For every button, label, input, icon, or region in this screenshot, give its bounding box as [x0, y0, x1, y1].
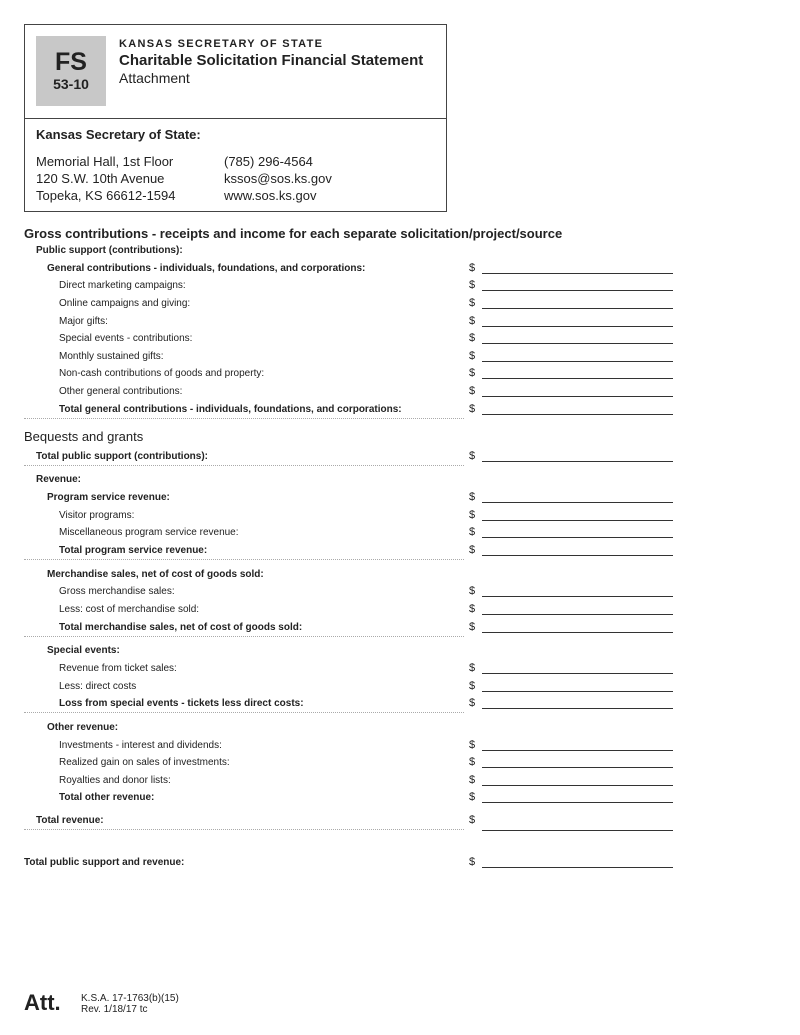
amount-field[interactable]	[482, 867, 673, 868]
dollar-sign: $	[469, 774, 476, 786]
dollar-sign: $	[469, 585, 476, 597]
form-row	[24, 601, 674, 619]
dollar-sign: $	[469, 603, 476, 615]
phone: (785) 296-4564	[224, 154, 313, 169]
dollar-sign: $	[469, 332, 476, 344]
form-row	[24, 660, 674, 678]
divider	[25, 118, 446, 119]
form-row	[24, 695, 674, 713]
form-row	[24, 365, 674, 383]
amount-field[interactable]	[482, 273, 673, 274]
form-code: FS	[55, 48, 87, 76]
amount-field[interactable]	[482, 343, 673, 344]
amount-field[interactable]	[482, 520, 673, 521]
row-label: Program service revenue:	[47, 492, 170, 503]
form-row	[24, 719, 674, 737]
row-label: Revenue from ticket sales:	[59, 663, 177, 674]
amount-field[interactable]	[482, 555, 673, 556]
row-label: General contributions - individuals, foundations, and corporations:	[47, 263, 366, 274]
dollar-sign: $	[469, 756, 476, 768]
dollar-sign: $	[469, 739, 476, 751]
dollar-sign: $	[469, 697, 476, 709]
statute: K.S.A. 17-1763(b)(15)	[81, 993, 179, 1004]
form-badge	[36, 36, 106, 106]
form-row	[24, 542, 674, 560]
amount-field[interactable]	[482, 785, 673, 786]
row-label: Other revenue:	[47, 722, 119, 733]
dollar-sign: $	[469, 791, 476, 803]
form-row	[24, 348, 674, 366]
bequests-heading: Bequests and grants	[24, 429, 144, 444]
dollar-sign: $	[469, 315, 476, 327]
row-label: Special events:	[47, 645, 120, 656]
amount-field[interactable]	[482, 378, 673, 379]
dollar-sign: $	[469, 385, 476, 397]
form-row	[24, 401, 674, 419]
row-label: Total public support and revenue:	[24, 857, 185, 868]
row-label: Gross merchandise sales:	[59, 586, 175, 597]
form-number: 53-10	[53, 76, 89, 92]
contact-heading: Kansas Secretary of State:	[36, 127, 201, 142]
form-row	[24, 277, 674, 295]
dollar-sign: $	[469, 814, 476, 826]
amount-field[interactable]	[482, 396, 673, 397]
att-label: Att.	[24, 990, 61, 1015]
address	[36, 153, 176, 204]
form-row	[24, 812, 674, 830]
row-label: Investments - interest and dividends:	[59, 740, 222, 751]
row-label: Total merchandise sales, net of cost of goods sold:	[59, 622, 303, 633]
amount-field[interactable]	[482, 830, 673, 831]
row-label: Non-cash contributions of goods and property:	[59, 368, 265, 379]
row-label: Total program service revenue:	[59, 545, 208, 556]
row-label: Miscellaneous program service revenue:	[59, 527, 239, 538]
row-label: Major gifts:	[59, 316, 108, 327]
amount-field[interactable]	[482, 461, 673, 462]
address-line: Memorial Hall, 1st Floor	[36, 154, 174, 169]
form-row	[24, 524, 674, 542]
amount-field[interactable]	[482, 767, 673, 768]
form-row	[24, 566, 674, 584]
dollar-sign: $	[469, 662, 476, 674]
form-row	[24, 619, 674, 637]
form-row	[24, 789, 674, 807]
amount-field[interactable]	[482, 290, 673, 291]
form-title: Charitable Solicitation Financial Statement	[119, 52, 424, 69]
dollar-sign: $	[469, 297, 476, 309]
form-row	[24, 260, 674, 278]
amount-field[interactable]	[482, 537, 673, 538]
row-label: Special events - contributions:	[59, 333, 193, 344]
row-label: Direct marketing campaigns:	[59, 280, 186, 291]
dollar-sign: $	[469, 856, 476, 868]
amount-field[interactable]	[482, 361, 673, 362]
dollar-sign: $	[469, 350, 476, 362]
row-label: Loss from special events - tickets less direct costs:	[59, 698, 304, 709]
row-label: Total other revenue:	[59, 792, 155, 803]
dollar-sign: $	[469, 262, 476, 274]
form-row	[24, 448, 674, 466]
row-label: Monthly sustained gifts:	[59, 351, 164, 362]
dollar-sign: $	[469, 526, 476, 538]
row-label: Total revenue:	[36, 815, 104, 826]
row-label: Less: cost of merchandise sold:	[59, 604, 200, 615]
form-row	[24, 678, 674, 696]
row-label: Visitor programs:	[59, 510, 135, 521]
email: kssos@sos.ks.gov	[224, 171, 332, 186]
form-row	[24, 313, 674, 331]
amount-field[interactable]	[482, 414, 673, 415]
amount-field[interactable]	[482, 691, 673, 692]
row-label: Realized gain on sales of investments:	[59, 757, 230, 768]
form-row	[24, 854, 674, 872]
address-line: Topeka, KS 66612-1594	[36, 188, 176, 203]
dollar-sign: $	[469, 621, 476, 633]
form-row	[24, 754, 674, 772]
form-row	[24, 737, 674, 755]
header-box	[24, 24, 447, 212]
form-subtitle: Attachment	[119, 70, 190, 86]
amount-field[interactable]	[482, 614, 673, 615]
amount-field[interactable]	[482, 802, 673, 803]
dollar-sign: $	[469, 279, 476, 291]
row-label: Other general contributions:	[59, 386, 183, 397]
form-row	[24, 772, 674, 790]
amount-field[interactable]	[482, 502, 673, 503]
form-row	[24, 583, 674, 601]
row-label: Public support (contributions):	[36, 245, 183, 256]
row-label: Total general contributions - individuals, foundations, and corporations:	[59, 404, 402, 415]
form-row	[24, 383, 674, 401]
amount-field[interactable]	[482, 596, 673, 597]
row-label: Revenue:	[36, 474, 82, 485]
row-label: Less: direct costs	[59, 681, 137, 692]
form-row	[24, 471, 674, 489]
website: www.sos.ks.gov	[224, 188, 317, 203]
form-row	[24, 330, 674, 348]
amount-field[interactable]	[482, 308, 673, 309]
agency-name: KANSAS SECRETARY OF STATE	[119, 38, 324, 50]
dollar-sign: $	[469, 491, 476, 503]
row-label: Merchandise sales, net of cost of goods sold:	[47, 569, 264, 580]
amount-field[interactable]	[482, 673, 673, 674]
amount-field[interactable]	[482, 326, 673, 327]
dollar-sign: $	[469, 367, 476, 379]
address-line: 120 S.W. 10th Avenue	[36, 171, 165, 186]
form-row	[24, 295, 674, 313]
contact-info	[224, 153, 332, 204]
revision: Rev. 1/18/17 tc	[81, 1004, 148, 1015]
form-row	[24, 489, 674, 507]
form-row	[24, 642, 674, 660]
dollar-sign: $	[469, 680, 476, 692]
row-label: Total public support (contributions):	[36, 451, 209, 462]
form-row	[24, 242, 674, 260]
footer-info	[81, 993, 179, 1015]
row-label: Online campaigns and giving:	[59, 298, 191, 309]
amount-field[interactable]	[482, 708, 673, 709]
form-row	[24, 507, 674, 525]
dollar-sign: $	[469, 403, 476, 415]
dollar-sign: $	[469, 509, 476, 521]
row-label: Royalties and donor lists:	[59, 775, 171, 786]
section-title: Gross contributions - receipts and income for each separate solicitation/project/source	[24, 226, 563, 241]
dollar-sign: $	[469, 450, 476, 462]
amount-field[interactable]	[482, 750, 673, 751]
dollar-sign: $	[469, 544, 476, 556]
amount-field[interactable]	[482, 632, 673, 633]
